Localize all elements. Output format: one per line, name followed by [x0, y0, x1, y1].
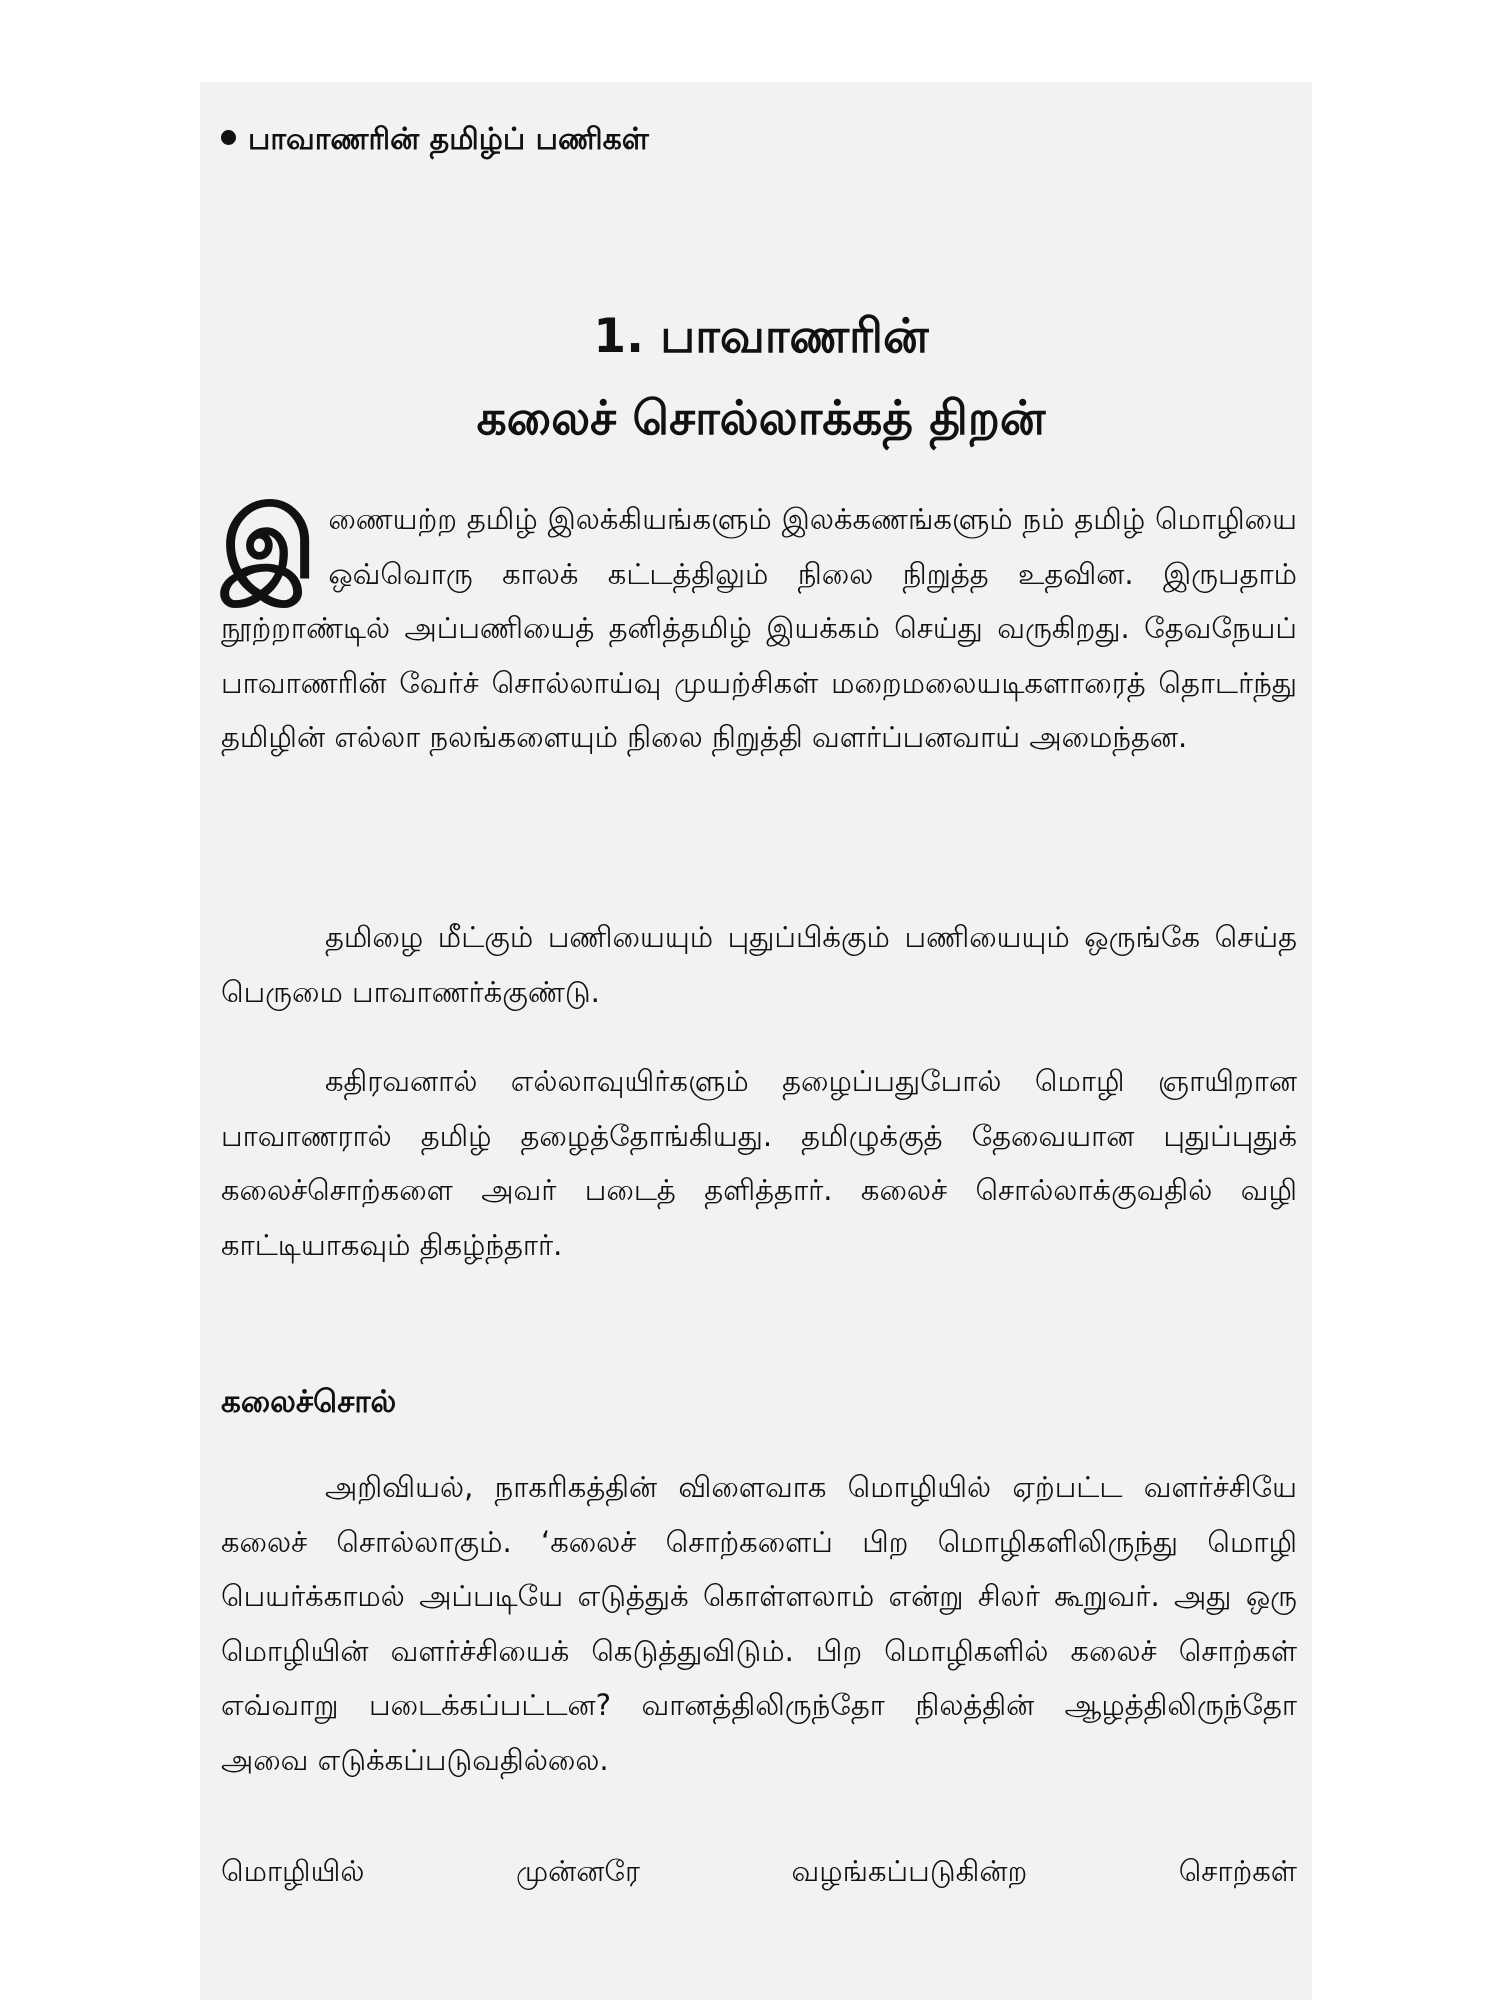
section-heading: கலைச்சொல்	[221, 1384, 397, 1420]
chapter-title	[221, 296, 1301, 460]
last-line-word: வழங்கப்படுகின்ற	[791, 1854, 1028, 1888]
last-line-word: முன்னரே	[515, 1854, 640, 1888]
bullet-icon	[221, 130, 236, 145]
book-page	[221, 0, 1301, 2000]
running-head	[221, 122, 649, 161]
chapter-title-line-2: கலைச் சொல்லாக்கத் திறன்	[476, 391, 1046, 446]
paragraph-3: கதிரவனால் எல்லாவுயிர்களும் தழைப்பதுபோல் மொழி ஞாயிறான பாவாணரால் தமிழ் தழைத்தோங்கியது. தமிழுக்குத் தேவையான புதுப்புதுக் கலைச்சொற்களை அவர் படைத் தளித்தார். கலைச் சொல்லாக்குவதில் வழி காட்டியாகவும் திகழ்ந்தார்.	[221, 1064, 1297, 1262]
last-line-word: மொழியில்	[221, 1854, 365, 1888]
running-head-text: பாவாணரின் தமிழ்ப் பணிகள்	[248, 122, 649, 157]
paragraph-1-text: ணையற்ற தமிழ் இலக்கியங்களும் இலக்கணங்களும் நம் தமிழ் மொழியை ஒவ்வொரு காலக் கட்டத்திலும் நிலை நிறுத்த உதவின. இருபதாம் நூற்றாண்டில் அப்பணியைத் தனித்தமிழ் இயக்கம் செய்து வருகிறது. தேவநேயப் பாவாணரின் வேர்ச் சொல்லாய்வு முயற்சிகள் மறைமலையடிகளாரைத் தொடர்ந்து தமிழின் எல்லா நலங்களையும் நிலை நிறுத்தி வளர்ப்பனவாய் அமைந்தன.	[221, 502, 1297, 754]
paragraph-4-last-line	[221, 1844, 1297, 1899]
drop-cap: இ	[221, 487, 317, 601]
last-line-word: சொற்கள்	[1178, 1854, 1297, 1888]
paragraph-2: தமிழை மீட்கும் பணியையும் புதுப்பிக்கும் பணியையும் ஒருங்கே செய்த பெருமை பாவாணர்க்குண்டு.	[221, 920, 1297, 1009]
chapter-title-line-1: 1. பாவாணரின்	[593, 309, 929, 364]
paragraph-4: அறிவியல், நாகரிகத்தின் விளைவாக மொழியில் ஏற்பட்ட வளர்ச்சியே கலைச் சொல்லாகும். ‘கலைச் சொற்களைப் பிற மொழிகளிலிருந்து மொழி பெயர்க்காமல் அப்படியே எடுத்துக் கொள்ளலாம் என்று சிலர் கூறுவர். அது ஒரு மொழியின் வளர்ச்சியைக் கெடுத்துவிடும். பிற மொழிகளில் கலைச் சொற்கள் எவ்வாறு படைக்கப்பட்டன? வானத்திலிருந்தோ நிலத்தின் ஆழத்திலிருந்தோ அவை எடுக்கப்படுவதில்லை.	[221, 1470, 1297, 1777]
paragraph-1	[221, 487, 1297, 765]
